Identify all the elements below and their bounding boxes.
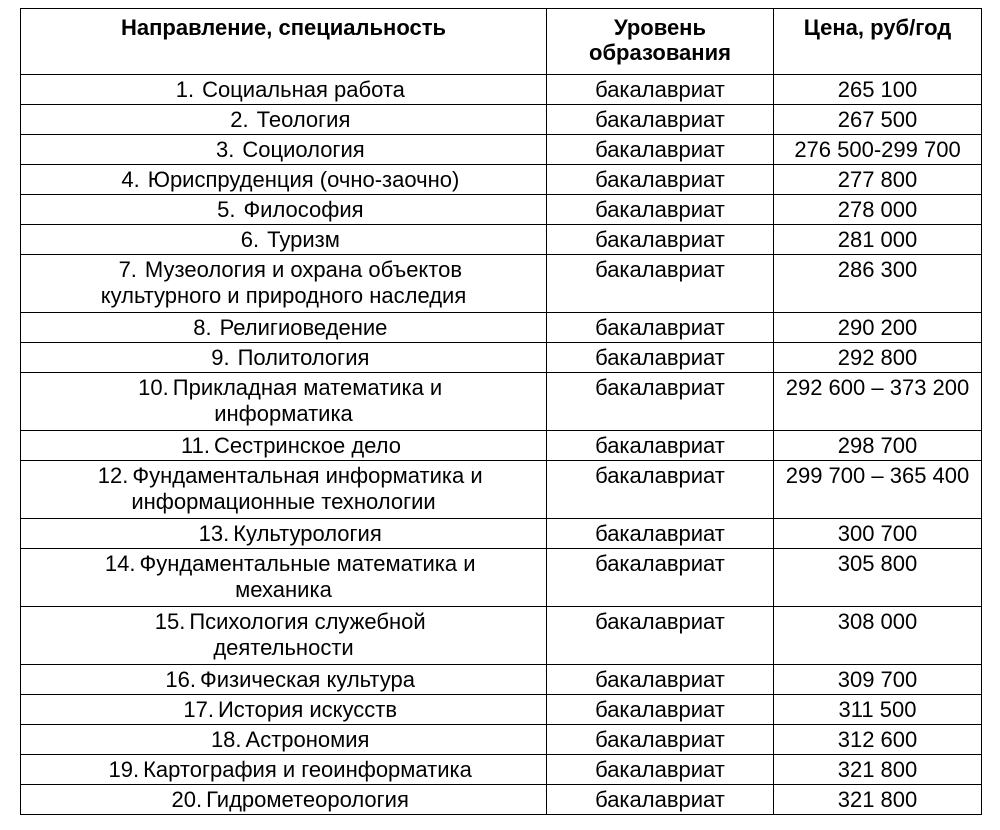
specialty-name: Культурология xyxy=(233,521,382,546)
row-number: 16. xyxy=(165,667,196,692)
specialty-cell xyxy=(21,665,547,695)
specialty-name: Картография и геоинформатика xyxy=(143,757,472,782)
specialty-cell xyxy=(21,105,547,135)
level-cell: бакалавриат xyxy=(547,607,774,665)
specialty-name: Гидрометеорология xyxy=(206,787,409,812)
level-cell: бакалавриат xyxy=(547,255,774,313)
level-cell: бакалавриат xyxy=(547,665,774,695)
row-number: 7. xyxy=(118,257,137,282)
row-number: 12. xyxy=(97,463,129,488)
level-cell: бакалавриат xyxy=(547,105,774,135)
price-cell: 292 600 – 373 200 xyxy=(774,373,982,431)
price-cell: 286 300 xyxy=(774,255,982,313)
row-number: 9. xyxy=(211,345,230,370)
specialty-cell xyxy=(21,695,547,725)
level-cell: бакалавриат xyxy=(547,725,774,755)
level-cell: бакалавриат xyxy=(547,461,774,519)
specialty-cell xyxy=(21,75,547,105)
row-number: 18. xyxy=(210,727,242,752)
table-row xyxy=(21,105,982,135)
specialty-name: Фундаментальные математика и xyxy=(139,551,476,576)
table-row xyxy=(21,785,982,815)
specialty-cell xyxy=(21,373,547,431)
level-cell: бакалавриат xyxy=(547,343,774,373)
table-row xyxy=(21,165,982,195)
specialty-name: Физическая культура xyxy=(200,667,415,692)
price-cell: 267 500 xyxy=(774,105,982,135)
table-row xyxy=(21,225,982,255)
price-cell: 278 000 xyxy=(774,195,982,225)
specialty-cell xyxy=(21,195,547,225)
price-cell: 276 500-299 700 xyxy=(774,135,982,165)
specialty-name: культурного и природного наследия xyxy=(100,283,467,308)
level-cell: бакалавриат xyxy=(547,313,774,343)
specialty-name: информационные технологии xyxy=(131,489,436,514)
level-cell: бакалавриат xyxy=(547,75,774,105)
specialty-name: История искусств xyxy=(217,697,398,722)
specialty-cell xyxy=(21,225,547,255)
table-row xyxy=(21,373,982,431)
level-cell: бакалавриат xyxy=(547,135,774,165)
specialty-name: Политология xyxy=(237,345,370,370)
specialty-name: Юриспруденция (очно-заочно) xyxy=(147,167,460,192)
table-row xyxy=(21,755,982,785)
level-cell: бакалавриат xyxy=(547,785,774,815)
specialty-name: Астрономия xyxy=(245,727,370,752)
price-cell: 309 700 xyxy=(774,665,982,695)
row-number: 3. xyxy=(215,137,235,162)
table-row xyxy=(21,431,982,461)
level-cell: бакалавриат xyxy=(547,519,774,549)
specialty-name: Религиоведение xyxy=(219,315,388,340)
row-number: 19. xyxy=(108,757,140,782)
row-number: 15. xyxy=(154,609,186,634)
level-cell: бакалавриат xyxy=(547,195,774,225)
level-cell: бакалавриат xyxy=(547,373,774,431)
specialty-name: Фундаментальная информатика и xyxy=(132,463,483,488)
header-price: Цена, руб/год xyxy=(774,9,982,75)
specialty-cell xyxy=(21,549,547,607)
specialty-cell xyxy=(21,725,547,755)
row-number: 8. xyxy=(193,315,212,340)
table-row xyxy=(21,695,982,725)
specialty-name: Социальная работа xyxy=(202,77,405,102)
table-row xyxy=(21,255,982,313)
level-cell: бакалавриат xyxy=(547,165,774,195)
price-cell: 305 800 xyxy=(774,549,982,607)
price-cell: 308 000 xyxy=(774,607,982,665)
table-row xyxy=(21,135,982,165)
table-body xyxy=(21,75,982,815)
row-number: 14. xyxy=(104,551,136,576)
specialty-name: Психология служебной xyxy=(189,609,426,634)
table-row xyxy=(21,461,982,519)
specialty-name: деятельности xyxy=(213,635,354,660)
table-row xyxy=(21,549,982,607)
row-number: 11. xyxy=(181,433,210,458)
header-level: Уровень образования xyxy=(547,9,774,75)
specialty-name: Социология xyxy=(242,137,365,162)
row-number: 5. xyxy=(217,197,236,222)
level-cell: бакалавриат xyxy=(547,695,774,725)
table-header-row xyxy=(21,9,982,75)
header-specialty: Направление, специальность xyxy=(21,9,547,75)
row-number: 6. xyxy=(240,227,260,252)
specialty-cell xyxy=(21,461,547,519)
table-row xyxy=(21,607,982,665)
level-cell: бакалавриат xyxy=(547,549,774,607)
row-number: 4. xyxy=(121,167,140,192)
row-number: 1. xyxy=(175,77,195,102)
specialty-cell xyxy=(21,255,547,313)
row-number: 17. xyxy=(183,697,214,722)
table-row xyxy=(21,195,982,225)
price-table xyxy=(20,8,982,815)
price-cell: 299 700 – 365 400 xyxy=(774,461,982,519)
row-number: 2. xyxy=(230,107,249,132)
price-cell: 311 500 xyxy=(774,695,982,725)
specialty-cell xyxy=(21,755,547,785)
specialty-cell xyxy=(21,431,547,461)
price-cell: 281 000 xyxy=(774,225,982,255)
specialty-name: Философия xyxy=(243,197,364,222)
specialty-cell xyxy=(21,135,547,165)
table-row xyxy=(21,665,982,695)
price-cell: 298 700 xyxy=(774,431,982,461)
specialty-name: Теология xyxy=(256,107,351,132)
table-row xyxy=(21,343,982,373)
price-cell: 321 800 xyxy=(774,785,982,815)
price-cell: 265 100 xyxy=(774,75,982,105)
specialty-name: Туризм xyxy=(267,227,340,252)
specialty-name: Сестринское дело xyxy=(214,433,401,458)
specialty-name: Музеология и охрана объектов xyxy=(144,257,463,282)
specialty-cell xyxy=(21,313,547,343)
level-cell: бакалавриат xyxy=(547,431,774,461)
table-row xyxy=(21,313,982,343)
row-number: 10. xyxy=(138,375,169,400)
row-number: 13. xyxy=(198,521,230,546)
table-row xyxy=(21,519,982,549)
level-cell: бакалавриат xyxy=(547,755,774,785)
price-cell: 290 200 xyxy=(774,313,982,343)
specialty-name: Прикладная математика и xyxy=(172,375,443,400)
specialty-cell xyxy=(21,165,547,195)
specialty-cell xyxy=(21,785,547,815)
table-row xyxy=(21,725,982,755)
specialty-cell xyxy=(21,519,547,549)
price-cell: 292 800 xyxy=(774,343,982,373)
specialty-name: механика xyxy=(235,577,332,602)
table-row xyxy=(21,75,982,105)
price-cell: 300 700 xyxy=(774,519,982,549)
specialty-cell xyxy=(21,343,547,373)
row-number: 20. xyxy=(171,787,203,812)
price-cell: 312 600 xyxy=(774,725,982,755)
level-cell: бакалавриат xyxy=(547,225,774,255)
price-cell: 277 800 xyxy=(774,165,982,195)
specialty-name: информатика xyxy=(214,401,353,426)
price-cell: 321 800 xyxy=(774,755,982,785)
specialty-cell xyxy=(21,607,547,665)
